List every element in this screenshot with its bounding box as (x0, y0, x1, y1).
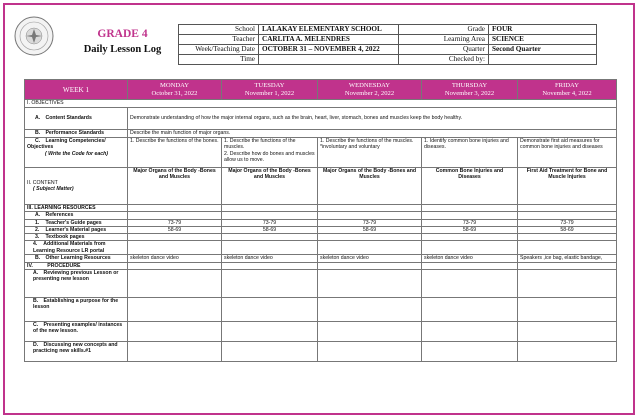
header-info-table (178, 24, 597, 65)
learners-material-label-cell: 2. Learner's Material pages (25, 226, 128, 233)
other-resources-label: Other Learning Resources (45, 255, 111, 262)
teachers-guide-label-cell: 1. Teacher's Guide pages (25, 219, 128, 226)
tuesday-date: November 1, 2022 (244, 89, 295, 97)
performance-standards-label: Performance Standards (45, 130, 104, 136)
other-wednesday: skeleton dance video (318, 255, 422, 262)
procedure-c-row (25, 322, 617, 342)
additional-materials-label: Additional Materials from Learning Resource LR portal (33, 241, 106, 254)
teacher-label: Teacher (179, 35, 259, 45)
tuesday-header (222, 80, 318, 100)
tg-tuesday: 73-79 (222, 219, 318, 226)
competency-monday: 1. Describe the functions of the bones. (128, 138, 222, 168)
deped-seal-logo (14, 16, 54, 56)
objectives-heading: I. OBJECTIVES (25, 100, 617, 108)
lm-monday: 58-69 (128, 226, 222, 233)
grade-title: GRADE 4 (97, 28, 148, 40)
teachers-guide-row (25, 219, 617, 226)
textbook-label: Textbook pages (45, 234, 85, 241)
other-friday: Speakers ,ice bag, elastic bandage, (518, 255, 617, 262)
other-tuesday: skeleton dance video (222, 255, 318, 262)
procedure-heading: IV. PROCEDURE (25, 262, 128, 269)
competencies-label: Learning Competencies/ Objectives (27, 138, 106, 151)
competency-tuesday (222, 138, 318, 168)
competency-wednesday-2: *involuntary and voluntary (320, 144, 380, 151)
monday-label: MONDAY (159, 81, 190, 89)
procedure-b-label-cell: B. Establishing a purpose for the lesson (25, 298, 128, 322)
content-wednesday: Major Organs of the Body -Bones and Muscles (318, 168, 422, 205)
competency-tuesday-2: 2. Describe how do bones and muscles allow us to move. (224, 150, 315, 163)
competencies-note: ( Write the Code for each) (45, 150, 109, 157)
thursday-header (422, 80, 518, 100)
school-value: LALAKAY ELEMENTARY SCHOOL (259, 25, 399, 35)
competency-thursday: 1. Identify common bone injuries and diseases. (422, 138, 518, 168)
lm-thursday: 58-69 (422, 226, 518, 233)
school-label: School (179, 25, 259, 35)
textbook-row (25, 234, 617, 241)
resources-heading-row (25, 205, 617, 212)
procedure-heading-row (25, 262, 617, 269)
week-label: Week/Teaching Date (179, 45, 259, 55)
resources-heading: III. LEARNING RESOURCES (25, 205, 128, 212)
quarter-label: Quarter (399, 45, 489, 55)
tg-friday: 73-79 (518, 219, 617, 226)
competencies-row (25, 138, 617, 168)
time-value (259, 55, 399, 65)
content-label: II. CONTENT (27, 179, 58, 186)
additional-materials-label-cell: 4. Additional Materials from Learning Resource LR portal (25, 241, 128, 255)
learners-material-label: Learner's Material pages (45, 226, 107, 233)
content-label-cell (25, 168, 128, 205)
textbook-label-cell: 3. Textbook pages (25, 234, 128, 241)
content-standards-text: Demonstrate understanding of how the major internal organs, such as the brain, heart, liver, stomach, bones and muscles keep the body healthy. (128, 108, 617, 130)
days-header-row (25, 80, 617, 100)
procedure-d-label: Discussing new concepts and practicing new skills.#1 (33, 342, 118, 355)
competency-wednesday (318, 138, 422, 168)
procedure-a-label: Reviewing previous Lesson or presenting new lesson (33, 270, 119, 283)
objectives-heading-row (25, 100, 617, 108)
lesson-log-table (24, 79, 617, 362)
competency-tuesday-1: 1. Describe the functions of the muscles. (224, 138, 296, 151)
content-note: ( Subject Matter) (33, 186, 74, 192)
thursday-label: THURSDAY (451, 81, 488, 89)
procedure-c-label: Presenting examples/ instances of the new lesson. (33, 322, 123, 335)
tg-monday: 73-79 (128, 219, 222, 226)
competency-friday: Demonstrate first aid measures for common bone injuries and diseases (518, 138, 617, 168)
lm-tuesday: 58-69 (222, 226, 318, 233)
friday-header (518, 80, 617, 100)
performance-standards-text: Describe the main function of major organs. (128, 130, 617, 138)
dll-title: Daily Lesson Log (83, 44, 162, 55)
learners-material-row (25, 226, 617, 233)
grade-label: Grade (399, 25, 489, 35)
other-resources-row (25, 255, 617, 262)
references-label: References (45, 212, 74, 219)
tg-wednesday: 73-79 (318, 219, 422, 226)
grade-value: FOUR (489, 25, 597, 35)
tuesday-label: TUESDAY (254, 81, 285, 89)
thursday-date: November 3, 2022 (444, 89, 495, 97)
checked-value (489, 55, 597, 65)
references-label-cell: A. References (25, 212, 128, 219)
quarter-value: Second Quarter (489, 45, 597, 55)
wednesday-date: November 2, 2022 (344, 89, 395, 97)
content-monday: Major Organs of the Body -Bones and Muscles (128, 168, 222, 205)
other-resources-label-cell: B. Other Learning Resources (25, 255, 128, 262)
teachers-guide-label: Teacher's Guide pages (45, 219, 102, 226)
content-tuesday: Major Organs of the Body -Bones and Muscles (222, 168, 318, 205)
content-thursday: Common Bone Injuries and Diseases (422, 168, 518, 205)
content-standards-label-cell: A. Content Standards (25, 108, 128, 130)
teacher-value: CARLITA A. MELENDRES (259, 35, 399, 45)
competencies-label-cell: C. Learning Competencies/ Objectives ( Write the Code for each) (25, 138, 128, 168)
friday-date: November 4, 2022 (542, 89, 592, 97)
procedure-a-label-cell: A. Reviewing previous Lesson or presenting new lesson (25, 270, 128, 298)
lm-friday: 58-69 (518, 226, 617, 233)
wednesday-label: WEDNESDAY (348, 81, 391, 89)
competency-wednesday-1: 1. Describe the functions of the muscles. (320, 138, 414, 144)
performance-standards-label-cell: B. Performance Standards (25, 130, 128, 138)
procedure-a-row (25, 270, 617, 298)
performance-standards-row (25, 130, 617, 138)
checked-label: Checked by: (399, 55, 489, 65)
week-cell: WEEK 1 (25, 80, 128, 100)
procedure-c-label-cell: C. Presenting examples/ instances of the new lesson. (25, 322, 128, 342)
learning-area-value: SCIENCE (489, 35, 597, 45)
friday-label: FRIDAY (555, 81, 579, 89)
other-monday: skeleton dance video (128, 255, 222, 262)
lm-wednesday: 58-69 (318, 226, 422, 233)
procedure-b-row (25, 298, 617, 322)
content-friday: First Aid Treatment for Bone and Muscle Injuries (518, 168, 617, 205)
content-row (25, 168, 617, 205)
content-standards-row (25, 108, 617, 130)
time-label: Time (179, 55, 259, 65)
procedure-b-label: Establishing a purpose for the lesson (33, 298, 119, 311)
additional-materials-row (25, 241, 617, 255)
content-standards-label: Content Standards (45, 115, 92, 122)
monday-date: October 31, 2022 (151, 89, 198, 97)
learning-area-label: Learning Area (399, 35, 489, 45)
references-row (25, 212, 617, 219)
wednesday-header (318, 80, 422, 100)
tg-thursday: 73-79 (422, 219, 518, 226)
procedure-d-row (25, 342, 617, 362)
procedure-d-label-cell: D. Discussing new concepts and practicing new skills.#1 (25, 342, 128, 362)
monday-header (128, 80, 222, 100)
other-thursday: skeleton dance video (422, 255, 518, 262)
week-value: OCTOBER 31 – NOVEMBER 4, 2022 (259, 45, 399, 55)
